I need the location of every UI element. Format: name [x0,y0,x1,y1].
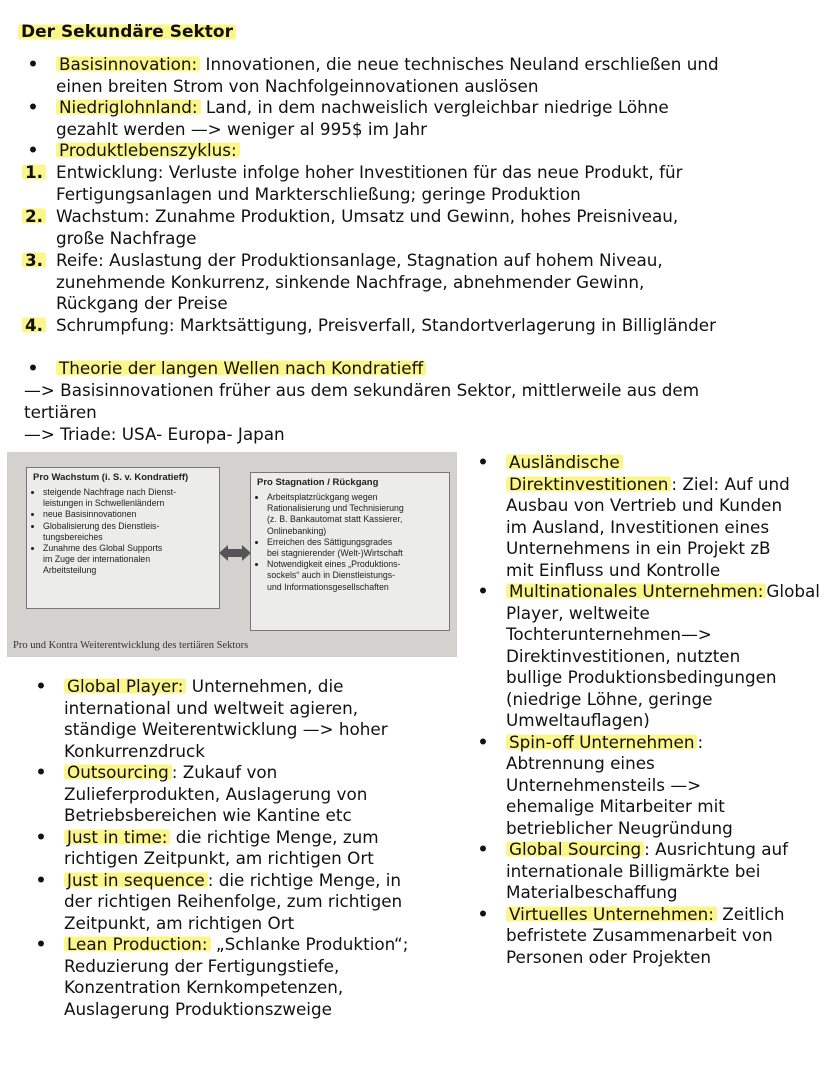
definition-basisinnovation [22,54,719,97]
definition-item [472,839,822,904]
definition-text: internationale Billigmärkte bei [506,860,761,881]
definition-text: : Zukauf von [171,762,278,782]
term: Niedriglohnland: [56,97,201,117]
definition-text: mit Einfluss und Kontrolle [506,559,721,580]
term: Spin-off Unternehmen [506,732,697,752]
definition-text: bullige Produktionsbedingungen [506,667,777,687]
definition-text: Unternehmens in ein Projekt zB [506,538,771,558]
step-text: Entwicklung: Verluste infolge hoher Investitionen für das neue Produkt, für [56,162,683,182]
definition-text: ehemalige Mitarbeiter mit [506,796,725,816]
bullet: • [27,97,39,117]
box-list-item: • Globalisierung des Dienstleis- tungsbereiches [43,521,213,543]
term: Ausländische [506,452,623,472]
pro-growth-box [26,467,220,609]
bullet: • [35,934,47,954]
bullet: • [27,358,39,378]
term: Virtuelles Unternehmen: [506,904,717,924]
box-list-item: • Notwendigkeit eines „Produktions- sockels“ auch in Dienstleistungs- und Informationsgesellschaften [267,559,443,593]
bullet: • [27,54,39,74]
definition-text: : [697,731,704,752]
right-column [472,452,822,968]
box-list-item: • Zunahme des Global Supports im Zuge der internationalen Arbeitsteilung [43,543,213,577]
definition-text: Land, in dem nachweislich vergleichbar niedrige Löhne [205,97,669,117]
step-text: große Nachfrage [56,227,197,248]
step-number: 1. [22,162,46,182]
bullet: • [477,581,489,601]
definition-text: Zeitpunkt, am richtigen Ort [64,912,295,933]
term: Basisinnovation: [56,54,200,74]
term: Just in time: [64,827,170,847]
bullet: • [477,903,489,924]
definition-text: Global Player, weltweite [506,581,820,623]
definition-text: Reduzierung der Fertigungstiefe, [64,955,340,976]
term: Global Sourcing [506,839,644,859]
definition-text: Zeitlich [716,903,785,924]
definition-text: Ausbau von Vertrieb und Kunden [506,495,783,515]
term: Just in sequence [64,870,208,890]
lifecycle-step [22,162,683,205]
definition-text: : Ziel: Auf und [671,473,790,494]
definition-text: (niedrige Löhne, geringe [506,688,713,709]
bullet: • [35,826,47,847]
note-line: —> Basisinnovationen früher aus dem sekundären Sektor, mittlerweile aus dem [24,380,700,400]
term: Lean Production: [64,934,211,954]
definition-item [472,452,822,581]
heading-kondratieff [22,358,426,380]
definition-text: „Schlanke Produktion“; [210,934,409,954]
definition-item [30,934,450,1020]
bullet: • [477,839,489,859]
definition-text: Unternehmen, die [186,676,344,696]
step-text: Wachstum: Zunahme Produktion, Umsatz und Gewinn, hohes Preisniveau, [56,206,679,226]
step-number: 4. [22,315,46,335]
bullet: • [35,676,47,696]
figure-caption: Pro und Kontra Weiterentwicklung des tertiären Sektors [13,640,249,651]
definition-text: Unternehmensteils —> [506,774,702,795]
definition-niedriglohnland [22,97,669,140]
definition-text: international und weltweit agieren, [64,697,359,718]
definition-text: gezahlt werden —> weniger al 995$ im Jahr [56,118,428,139]
definition-text: Tochterunternehmen—> [506,624,712,644]
bullet: • [477,452,489,472]
definition-text: Betriebsbereichen wie Kantine etc [64,805,352,825]
box-list-item: • neue Basisinnovationen [43,509,213,520]
double-arrow-icon [219,544,251,562]
definition-text: der richtigen Reihenfolge, zum richtigen [64,891,403,911]
lifecycle-step [22,206,678,249]
definition-text: Konzentration Kernkompetenzen, [64,977,344,997]
note-line: —> Triade: USA- Europa- Japan [24,424,285,444]
definition-text: Abtrennung eines [506,753,655,773]
definition-text: Personen oder Projekten [506,946,712,967]
note-line: tertiären [24,402,97,422]
box-list [33,487,213,577]
definition-item [30,870,450,935]
definition-text: im Ausland, Investitionen eines [506,516,770,537]
box-list-item: • Erreichen des Sättigungsgrades bei stagnierender (Welt-)Wirtschaft [267,537,443,559]
term: Global Player: [64,676,186,696]
definition-text: Auslagerung Produktionszweige [64,998,332,1019]
definition-text: richtigen Zeitpunkt, am richtigen Ort [64,848,374,868]
definition-item [30,762,450,827]
box-title: Pro Wachstum (i. S. v. Kondratieff) [33,472,189,483]
term: Theorie der langen Wellen nach Kondratieff [56,358,426,378]
term: Outsourcing [64,762,172,782]
step-text: Fertigungsanlagen und Markterschließung; geringe Produktion [56,183,581,204]
step-number: 2. [22,206,46,226]
definition-text: Konkurrenzdruck [64,740,205,761]
definition-item [30,676,450,762]
term: Direktinvestitionen [506,474,671,494]
definition-text: betrieblicher Neugründung [506,817,733,838]
step-number: 3. [22,250,46,270]
step-text: zunehmende Konkurrenz, sinkende Nachfrage, abnehmender Gewinn, [56,271,645,292]
step-text: Schrumpfung: Marktsättigung, Preisverfall, Standortverlagerung in Billigländer [56,315,717,335]
definition-text: : die richtige Menge, in [207,869,402,890]
box-list-item: • Arbeitsplatzrückgang wegen Rationalisierung und Technisierung (z. B. Bankautomat statt Kassierer, Onlinebanking) [267,492,443,537]
bullet: • [35,762,47,782]
definition-text: befristete Zusammenarbeit von [506,925,773,945]
definition-item [472,904,822,969]
lifecycle-step [22,250,663,315]
definition-item [30,827,450,870]
bullet: • [35,869,47,890]
step-text: Reife: Auslastung der Produktionsanlage, Stagnation auf hohem Niveau, [56,250,663,270]
definition-text: Materialbeschaffung [506,882,678,902]
page-title: Der Sekundäre Sektor [18,22,236,42]
term: Produktlebenszyklus: [56,140,240,160]
left-column [30,676,450,1020]
box-title: Pro Stagnation / Rückgang [257,477,379,488]
definition-item [472,732,822,840]
step-text: Rückgang der Preise [56,293,228,313]
lifecycle-step [22,315,716,337]
definition-text: Direktinvestitionen, nutzten [506,645,741,666]
bullet: • [27,140,39,160]
definition-text: ständige Weiterentwicklung —> hoher [64,719,388,739]
textbook-figure [7,452,457,657]
definition-text: Innovationen, die neue technisches Neuland erschließen und [205,54,719,74]
definition-text: : Ausrichtung auf [644,839,789,859]
box-list [257,492,443,593]
definition-item [472,581,822,732]
definition-text: Zulieferprodukten, Auslagerung von [64,783,368,804]
heading-produktlebenszyklus [22,140,240,162]
box-list-item: • steigende Nachfrage nach Dienst- leistungen in Schwellenländern [43,487,213,509]
term: Multinationales Unternehmen: [506,581,766,601]
bullet: • [477,731,489,752]
pro-stagnation-box [250,472,450,631]
definition-text: einen breiten Strom von Nachfolgeinnovationen auslösen [56,75,539,96]
definition-text: Umweltauflagen) [506,710,650,730]
definition-text: die richtige Menge, zum [170,826,379,847]
